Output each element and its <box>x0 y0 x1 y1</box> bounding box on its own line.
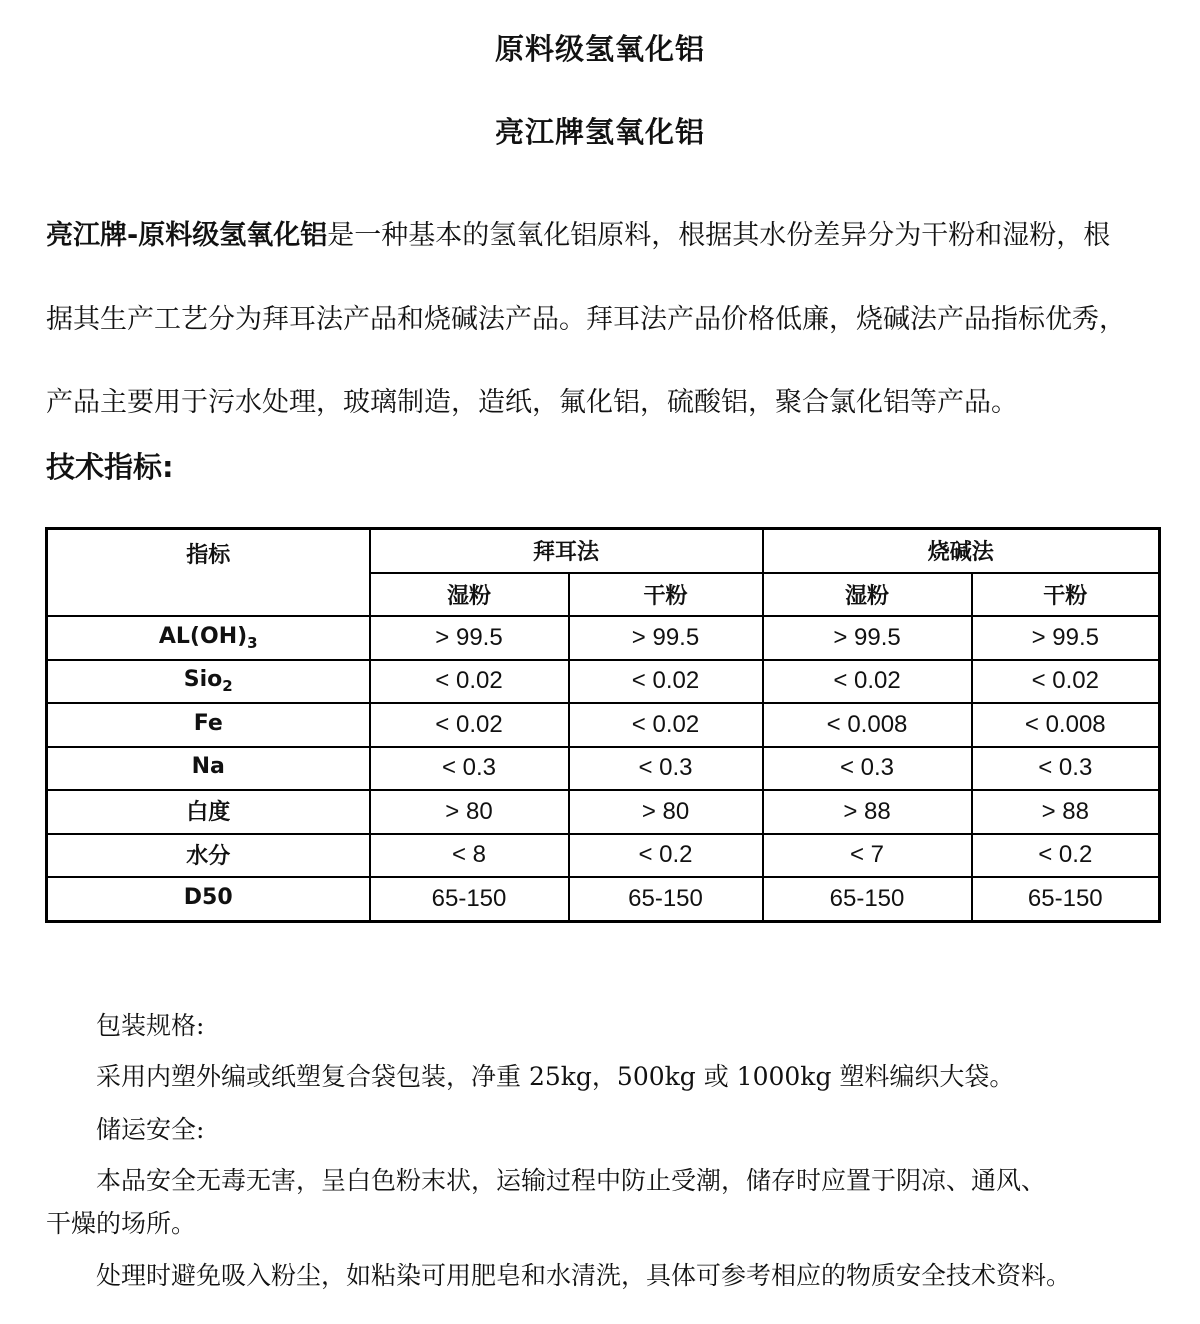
table-cell: > 99.5 <box>972 616 1160 660</box>
table-cell: < 0.02 <box>569 660 763 704</box>
storage-text-2: 干燥的场所。 <box>46 1209 197 1238</box>
table-cell: > 99.5 <box>569 616 763 660</box>
table-cell: > 80 <box>370 790 569 834</box>
row-label <box>47 834 370 878</box>
table-cell: 65-150 <box>569 877 763 921</box>
row-label-sub: 3 <box>247 633 258 652</box>
intro-line-1 <box>46 218 1166 254</box>
table-cell: < 0.3 <box>972 747 1160 791</box>
title-line-1: 原料级氢氧化铝 <box>494 32 705 66</box>
intro-line-3: 产品主要用于污水处理，玻璃制造，造纸，氟化铝，硫酸铝，聚合氯化铝等产品。 <box>46 387 1018 418</box>
table-cell: < 0.02 <box>972 660 1160 704</box>
table-row <box>47 747 1160 791</box>
row-label <box>47 877 370 921</box>
table-cell: < 0.2 <box>569 834 763 878</box>
header-bayer-wet: 湿粉 <box>370 573 569 617</box>
table-cell: < 8 <box>370 834 569 878</box>
table-cell: < 0.02 <box>370 703 569 747</box>
header-caustic-dry: 干粉 <box>972 573 1160 617</box>
table-header-row-1 <box>47 529 1160 573</box>
table-cell: 65-150 <box>972 877 1160 921</box>
table-cell: < 0.3 <box>569 747 763 791</box>
row-label-main: Sio <box>183 667 223 693</box>
table-cell: < 0.008 <box>972 703 1160 747</box>
spec-heading: 技术指标: <box>46 450 174 484</box>
row-label <box>47 790 370 834</box>
storage-text-3: 处理时避免吸入粉尘，如粘染可用肥皂和水清洗，具体可参考相应的物质安全技术资料。 <box>96 1261 1072 1290</box>
row-label-main: D50 <box>183 884 233 910</box>
row-label <box>47 616 370 660</box>
table-cell: > 80 <box>569 790 763 834</box>
row-label-main: 白度 <box>186 800 231 826</box>
table-cell: < 0.02 <box>763 660 972 704</box>
row-label-main: AL(OH) <box>158 623 248 649</box>
packaging-text: 采用内塑外编或纸塑复合袋包装，净重 25kg，500kg 或 1000kg 塑料编织大袋。 <box>96 1062 1015 1091</box>
row-label-main: Na <box>191 754 225 780</box>
storage-label: 储运安全: <box>96 1115 205 1144</box>
row-label-main: Fe <box>193 710 223 736</box>
table-row <box>47 790 1160 834</box>
table-cell: > 99.5 <box>763 616 972 660</box>
table-cell: 65-150 <box>763 877 972 921</box>
header-bayer: 拜耳法 <box>370 529 763 573</box>
intro-line-2: 据其生产工艺分为拜耳法产品和烧碱法产品。拜耳法产品价格低廉，烧碱法产品指标优秀， <box>46 304 1126 335</box>
storage-text-1: 本品安全无毒无害，呈白色粉末状，运输过程中防止受潮，储存时应置于阴凉、通风、 <box>96 1166 1047 1195</box>
brand-name: 亮江牌-原料级氢氧化铝 <box>46 220 328 251</box>
table-cell: 65-150 <box>370 877 569 921</box>
header-bayer-dry: 干粉 <box>569 573 763 617</box>
table-row <box>47 660 1160 704</box>
row-label <box>47 703 370 747</box>
table-cell: < 0.008 <box>763 703 972 747</box>
table-cell: > 88 <box>972 790 1160 834</box>
table-cell: > 99.5 <box>370 616 569 660</box>
table-row <box>47 703 1160 747</box>
table-row <box>47 877 1160 921</box>
table-cell: > 88 <box>763 790 972 834</box>
row-label-main: 水分 <box>186 843 231 869</box>
table-cell: < 0.3 <box>763 747 972 791</box>
table-cell: < 7 <box>763 834 972 878</box>
title-line-2: 亮江牌氢氧化铝 <box>494 115 705 149</box>
spec-table <box>45 527 1161 923</box>
header-caustic: 烧碱法 <box>763 529 1160 573</box>
header-indicator: 指标 <box>47 529 370 617</box>
table-cell: < 0.02 <box>370 660 569 704</box>
table-row <box>47 834 1160 878</box>
row-label-sub: 2 <box>222 677 233 696</box>
intro-line-1-text: 是一种基本的氢氧化铝原料，根据其水份差异分为干粉和湿粉，根 <box>327 220 1111 251</box>
row-label <box>47 747 370 791</box>
packaging-label: 包装规格: <box>96 1011 205 1040</box>
table-cell: < 0.02 <box>569 703 763 747</box>
header-caustic-wet: 湿粉 <box>763 573 972 617</box>
row-label <box>47 660 370 704</box>
table-cell: < 0.2 <box>972 834 1160 878</box>
table-row <box>47 616 1160 660</box>
table-cell: < 0.3 <box>370 747 569 791</box>
